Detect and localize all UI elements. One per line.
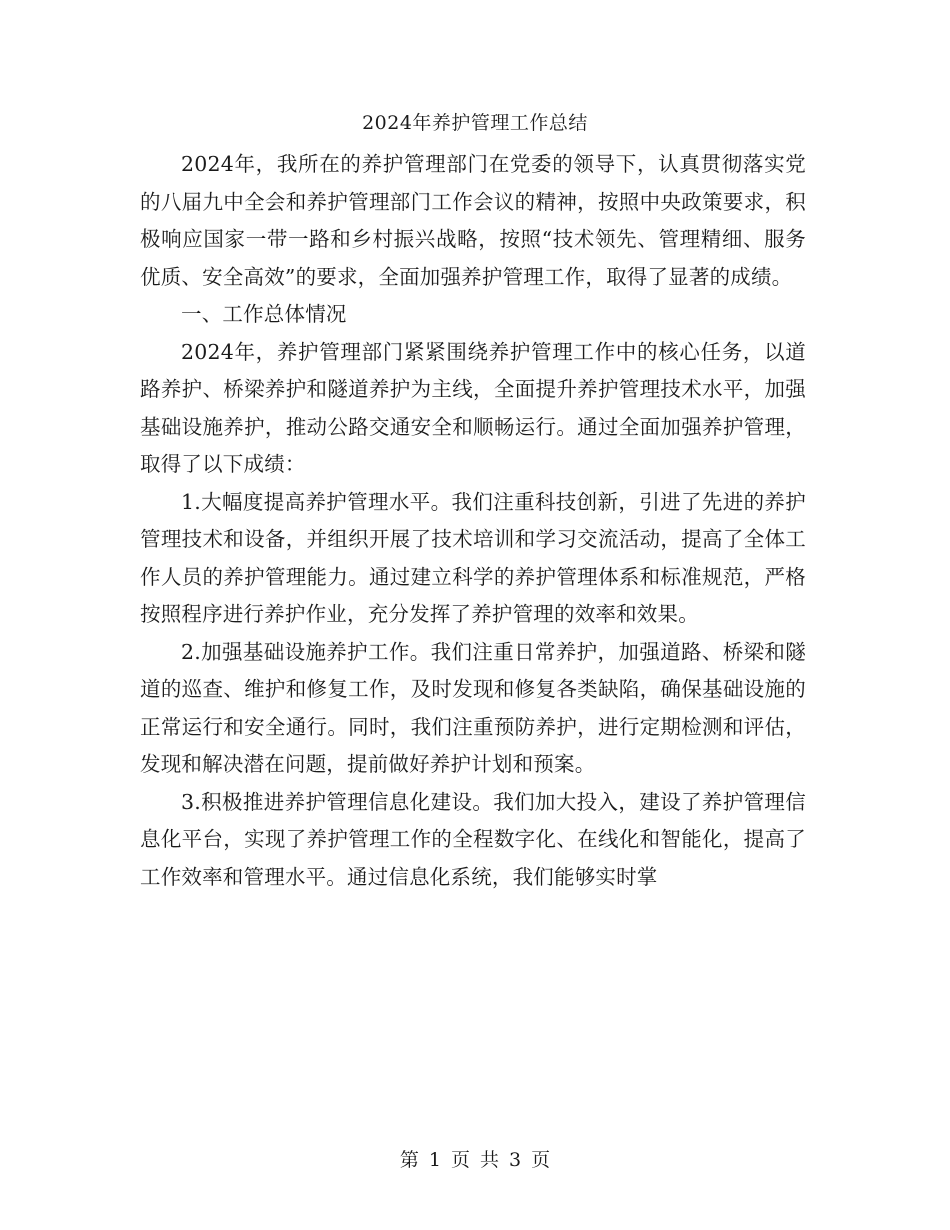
paragraph-intro: 2024年，我所在的养护管理部门在党委的领导下，认真贯彻落实党的八届九中全会和养护管理部门工作会议的精神，按照中央政策要求，积极响应国家一带一路和乡村振兴战略，按照“技术领先、管理精细、服务优质、安全高效”的要求，全面加强养护管理工作，取得了显著的成绩。 — [140, 152, 806, 289]
document-title: 2024年养护管理工作总结 — [362, 112, 588, 134]
section-heading: 一、工作总体情况 — [181, 302, 347, 326]
document-body — [140, 146, 806, 896]
page-footer: 第 1 页 共 3 页 — [399, 1149, 551, 1171]
paragraph-overview: 2024年，养护管理部门紧紧围绕养护管理工作中的核心任务，以道路养护、桥梁养护和隧道养护为主线，全面提升养护管理技术水平，加强基础设施养护，推动公路交通安全和顺畅运行。通过全面加强养护管理，取得了以下成绩： — [140, 339, 806, 476]
paragraph-item-3: 3.积极推进养护管理信息化建设。我们加大投入，建设了养护管理信息化平台，实现了养护管理工作的全程数字化、在线化和智能化，提高了工作效率和管理水平。通过信息化系统，我们能够实时掌 — [140, 789, 806, 889]
paragraph-item-2: 2.加强基础设施养护工作。我们注重日常养护，加强道路、桥梁和隧道的巡查、维护和修复工作，及时发现和修复各类缺陷，确保基础设施的正常运行和安全通行。同时，我们注重预防养护，进行定期检测和评估，发现和解决潜在问题，提前做好养护计划和预案。 — [140, 639, 806, 776]
paragraph-item-1: 1.大幅度提高养护管理水平。我们注重科技创新，引进了先进的养护管理技术和设备，并组织开展了技术培训和学习交流活动，提高了全体工作人员的养护管理能力。通过建立科学的养护管理体系和标准规范，严格按照程序进行养护作业，充分发挥了养护管理的效率和效果。 — [140, 489, 806, 626]
